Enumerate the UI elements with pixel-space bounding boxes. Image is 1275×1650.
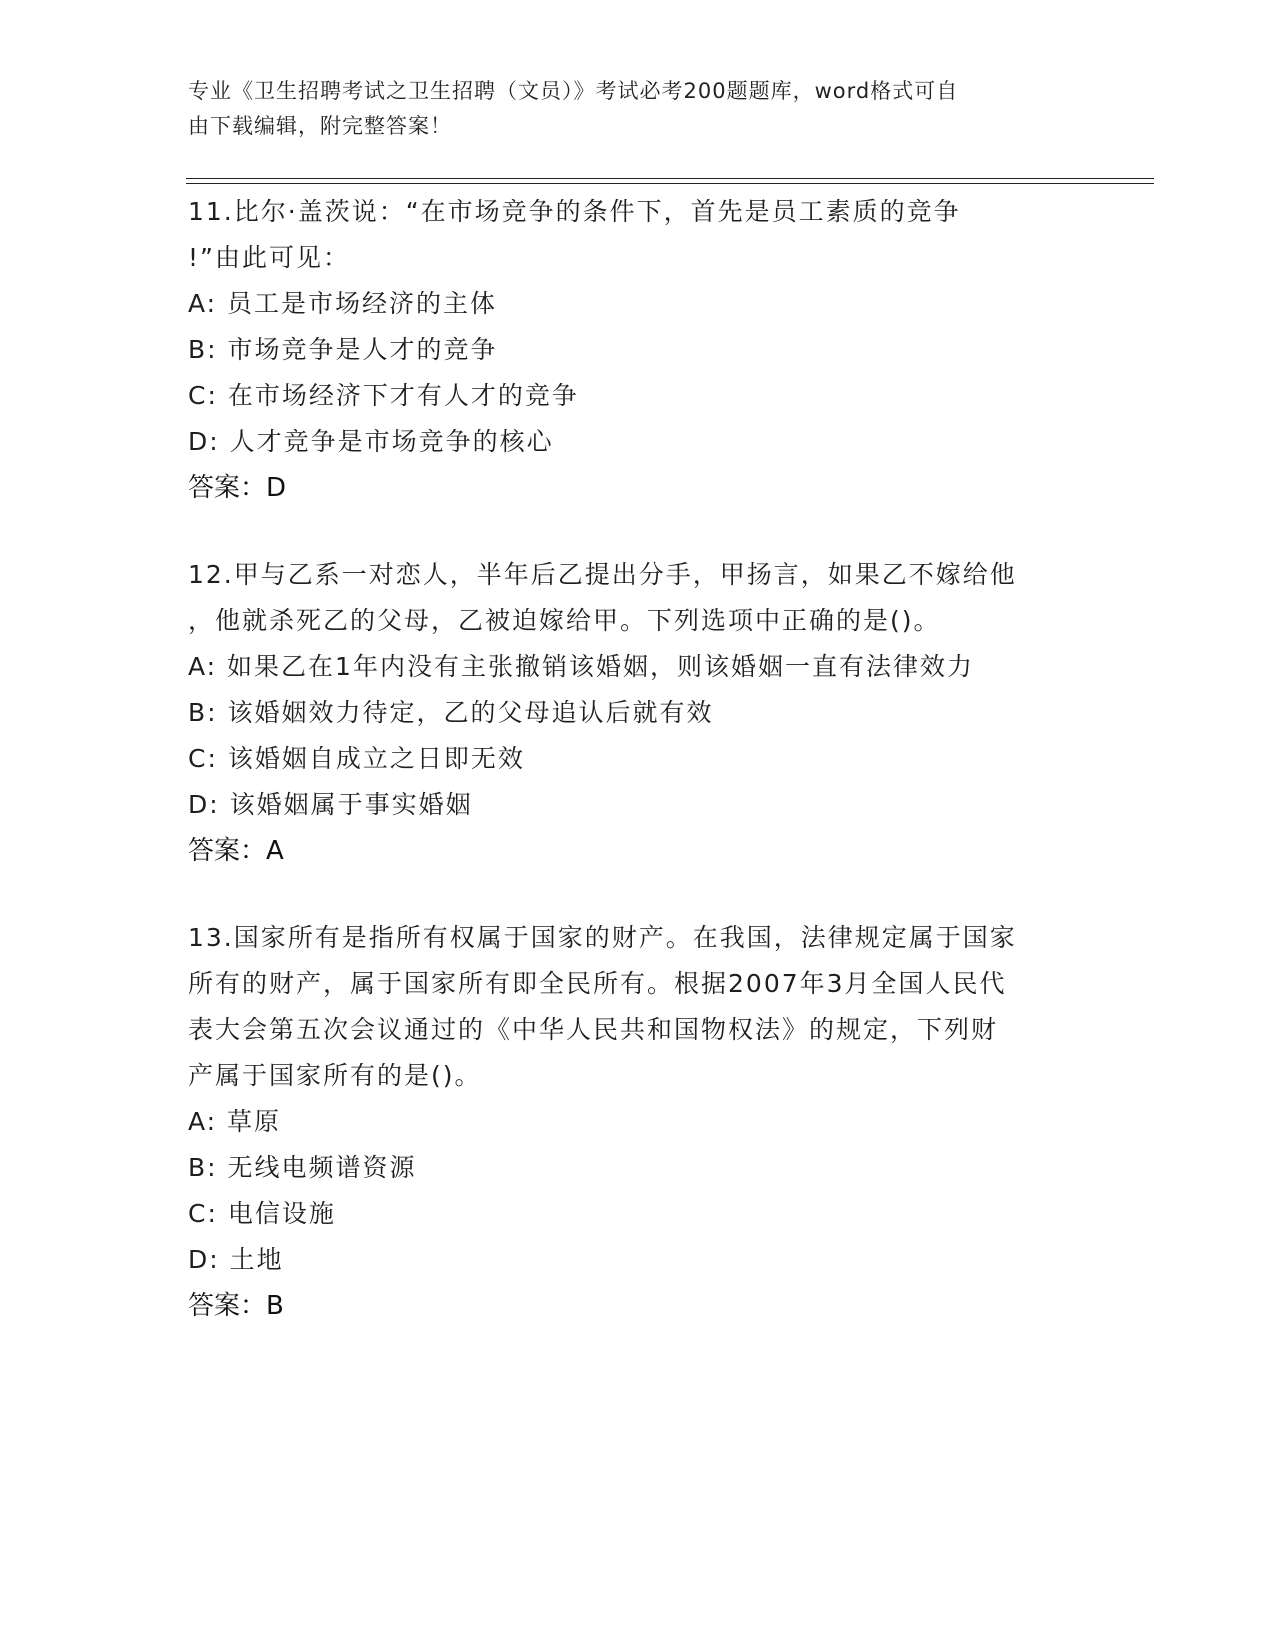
option-a: A: 员工是市场经济的主体 [188,289,498,318]
answer-line: 答案：B [188,1291,284,1321]
option-d: D: 该婚姻属于事实婚姻 [188,790,473,819]
question-stem-line: 13.国家所有是指所有权属于国家的财产。在我国，法律规定属于国家 [188,923,1017,952]
option-c: C: 电信设施 [188,1199,336,1228]
answer-line: 答案：D [188,473,287,503]
document-header [188,74,1068,144]
question-block [188,189,1088,511]
question-block [188,915,1088,1329]
option-c: C: 该婚姻自成立之日即无效 [188,744,525,773]
header-line: 由下载编辑，附完整答案！ [188,114,452,138]
header-line: 专业《卫生招聘考试之卫生招聘（文员）》考试必考200题题库，word格式可自 [188,79,959,103]
question-stem-line: 12.甲与乙系一对恋人，半年后乙提出分手，甲扬言，如果乙不嫁给他 [188,560,1017,589]
question-stem-line: !”由此可见： [188,243,350,272]
header-divider [186,183,1154,184]
question-stem-line: 产属于国家所有的是()。 [188,1061,482,1090]
option-d: D: 人才竞争是市场竞争的核心 [188,427,554,456]
option-b: B: 该婚姻效力待定，乙的父母追认后就有效 [188,698,714,727]
answer-line: 答案：A [188,836,284,866]
option-c: C: 在市场经济下才有人才的竞争 [188,381,579,410]
question-block [188,552,1088,874]
option-a: A: 如果乙在1年内没有主张撤销该婚姻，则该婚姻一直有法律效力 [188,652,974,681]
option-a: A: 草原 [188,1107,282,1136]
question-stem-line: 11.比尔·盖茨说：“在市场竞争的条件下，首先是员工素质的竞争 [188,197,961,226]
option-b: B: 市场竞争是人才的竞争 [188,335,498,364]
question-stem-line: 所有的财产，属于国家所有即全民所有。根据2007年3月全国人民代 [188,969,1007,998]
header-divider [186,178,1154,179]
question-stem-line: ，他就杀死乙的父母，乙被迫嫁给甲。下列选项中正确的是()。 [188,606,941,635]
question-stem-line: 表大会第五次会议通过的《中华人民共和国物权法》的规定，下列财 [188,1015,999,1044]
option-d: D: 土地 [188,1245,284,1274]
option-b: B: 无线电频谱资源 [188,1153,417,1182]
